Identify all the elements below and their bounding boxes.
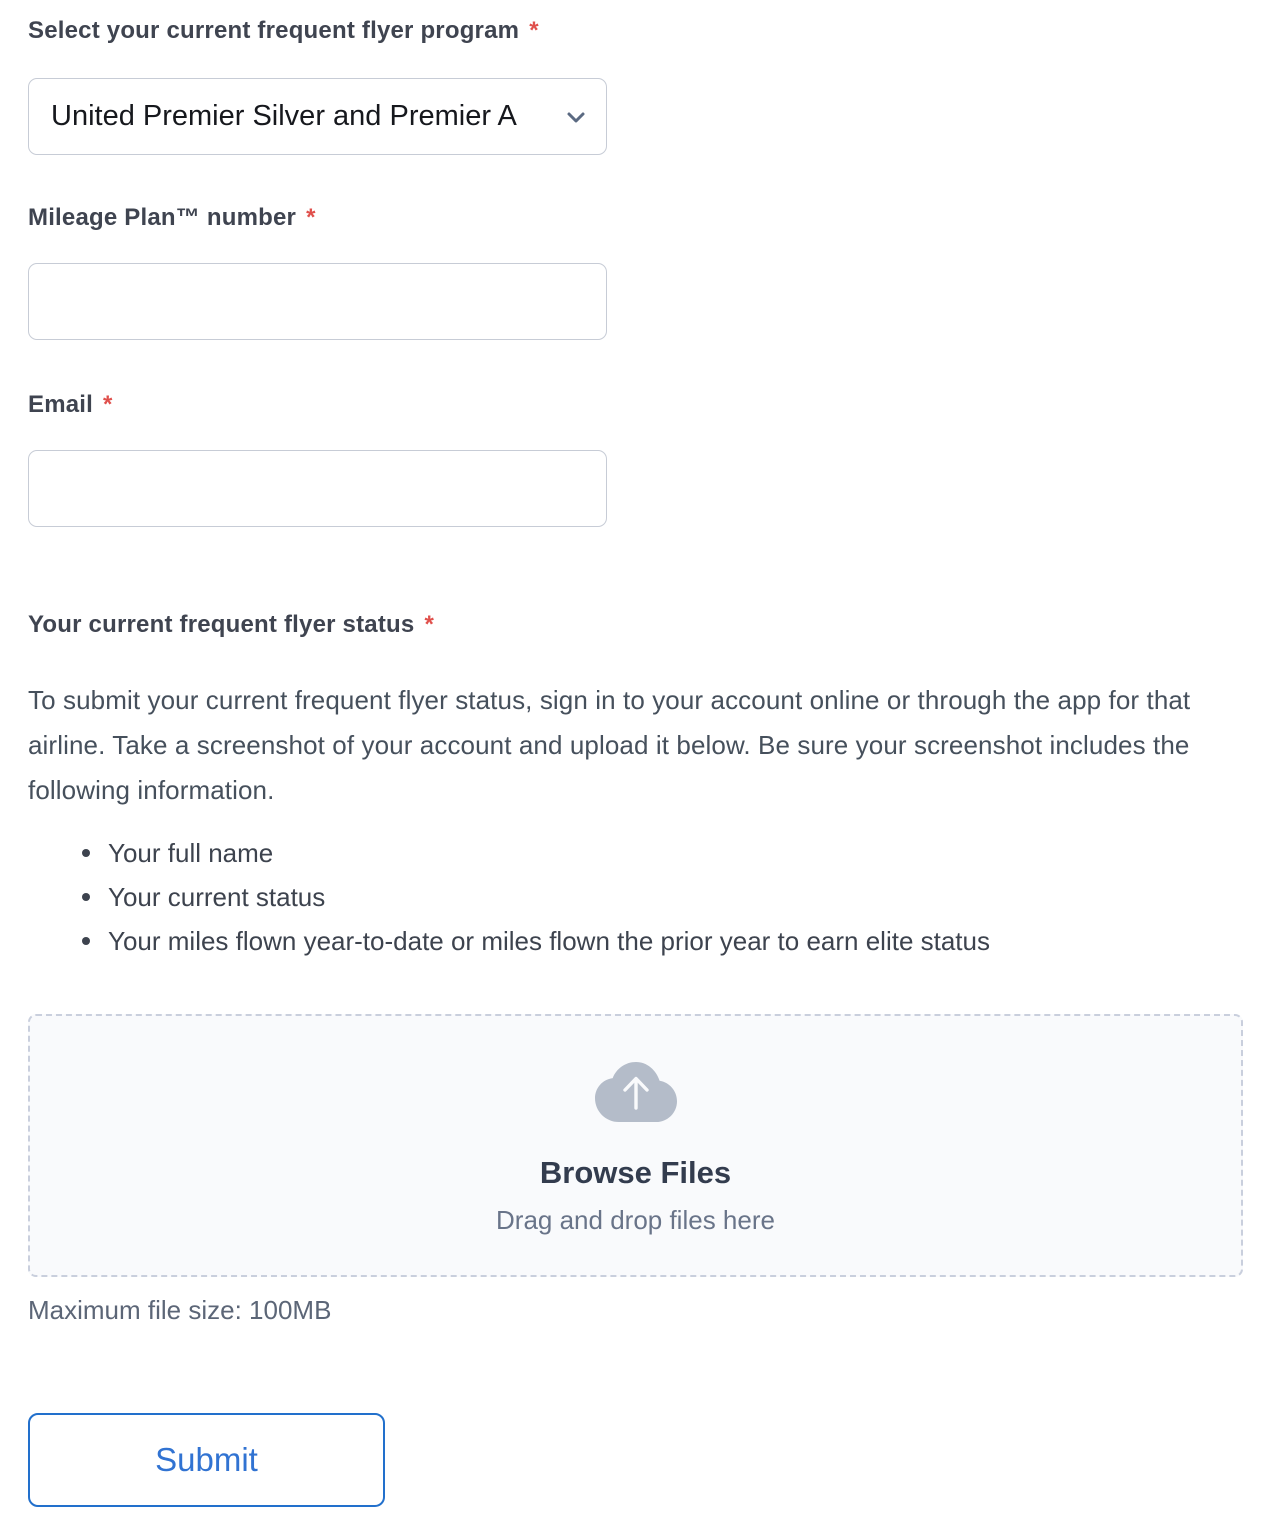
status-label bbox=[28, 610, 1248, 640]
email-label-text: Email bbox=[28, 391, 94, 418]
submit-button[interactable]: Submit bbox=[28, 1413, 385, 1507]
program-label-text: Select your current frequent flyer program bbox=[28, 17, 520, 44]
status-label-text: Your current frequent flyer status bbox=[28, 611, 415, 638]
mileage-plan-label-text: Mileage Plan™ number bbox=[28, 204, 297, 231]
list-item: Your miles flown year-to-date or miles flown the prior year to earn elite status bbox=[28, 919, 1248, 963]
mileage-plan-required-asterisk: * bbox=[306, 204, 316, 231]
mileage-plan-input[interactable] bbox=[28, 263, 607, 340]
email-label bbox=[28, 390, 1248, 420]
drag-drop-hint: Drag and drop files here bbox=[496, 1205, 775, 1235]
cloud-upload-icon bbox=[595, 1062, 677, 1122]
browse-files-label[interactable]: Browse Files bbox=[539, 1155, 732, 1190]
program-label bbox=[28, 16, 1248, 46]
list-item: Your full name bbox=[28, 831, 1248, 875]
screenshot-requirements-list bbox=[28, 831, 1248, 963]
program-required-asterisk: * bbox=[529, 17, 539, 44]
chevron-down-icon bbox=[564, 105, 588, 129]
file-upload-dropzone[interactable] bbox=[28, 1014, 1243, 1277]
status-description: To submit your current frequent flyer status, sign in to your account online or through the app for that airline. Take a screenshot of your account and upload it below. Be sure your screenshot includes the following information. bbox=[28, 685, 1191, 805]
list-item: Your current status bbox=[28, 875, 1248, 919]
program-select-value: United Premier Silver and Premier A bbox=[51, 100, 517, 132]
email-required-asterisk: * bbox=[103, 391, 113, 418]
program-select[interactable] bbox=[28, 78, 607, 155]
mileage-plan-label bbox=[28, 203, 1248, 233]
status-required-asterisk: * bbox=[424, 611, 434, 638]
email-field[interactable] bbox=[28, 450, 607, 527]
max-file-size-note: Maximum file size: 100MB bbox=[28, 1295, 332, 1325]
